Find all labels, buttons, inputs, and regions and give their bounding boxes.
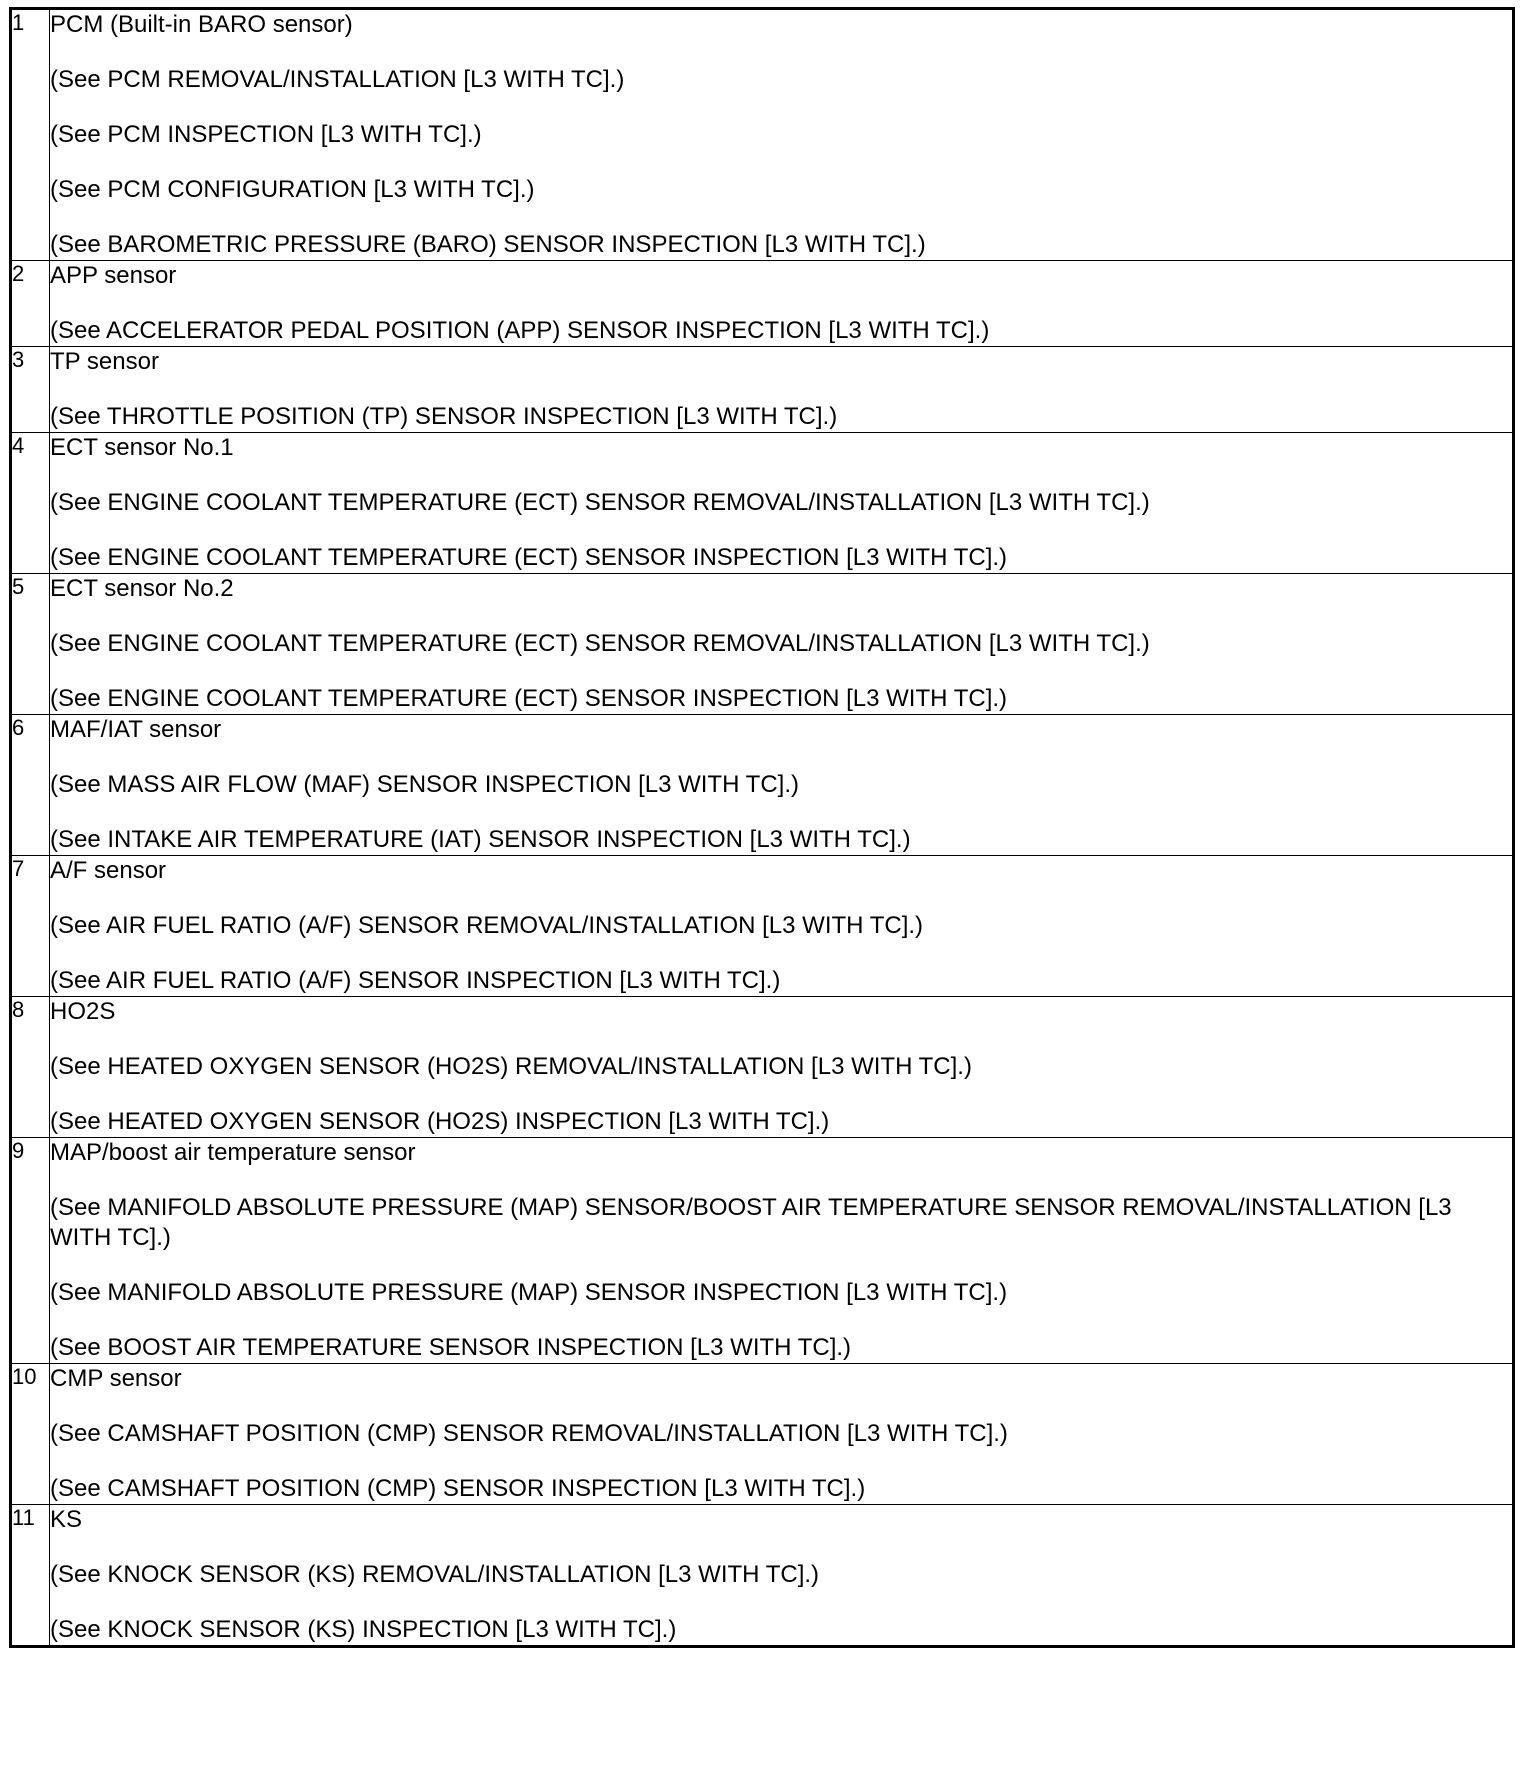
reference-link[interactable]: (See CAMSHAFT POSITION (CMP) SENSOR INSPECTION [L3 WITH TC].) <box>50 1475 866 1502</box>
row-number: 2 <box>11 261 50 347</box>
row-number: 8 <box>11 997 50 1138</box>
table-row <box>11 997 1514 1138</box>
row-number: 6 <box>11 715 50 856</box>
table-row <box>11 1505 1514 1647</box>
reference-link[interactable]: (See INTAKE AIR TEMPERATURE (IAT) SENSOR INSPECTION [L3 WITH TC].) <box>50 826 911 853</box>
table-row <box>11 574 1514 715</box>
reference-link[interactable]: (See MASS AIR FLOW (MAF) SENSOR INSPECTION [L3 WITH TC].) <box>50 771 799 798</box>
component-name: MAF/IAT sensor <box>50 716 222 743</box>
reference-link[interactable]: (See BAROMETRIC PRESSURE (BARO) SENSOR INSPECTION [L3 WITH TC].) <box>50 231 926 258</box>
reference-link[interactable]: (See ENGINE COOLANT TEMPERATURE (ECT) SENSOR INSPECTION [L3 WITH TC].) <box>50 544 1008 571</box>
component-name: MAP/boost air temperature sensor <box>50 1139 416 1166</box>
component-name: ECT sensor No.2 <box>50 575 234 602</box>
table-row <box>11 1138 1514 1364</box>
reference-link[interactable]: (See ENGINE COOLANT TEMPERATURE (ECT) SENSOR REMOVAL/INSTALLATION [L3 WITH TC].) <box>50 489 1150 516</box>
row-content <box>50 261 1514 347</box>
row-number: 4 <box>11 433 50 574</box>
reference-link[interactable]: (See HEATED OXYGEN SENSOR (HO2S) INSPECTION [L3 WITH TC].) <box>50 1108 830 1135</box>
table-row <box>11 261 1514 347</box>
component-reference-table <box>9 7 1515 1648</box>
reference-link[interactable]: (See HEATED OXYGEN SENSOR (HO2S) REMOVAL/INSTALLATION [L3 WITH TC].) <box>50 1053 972 1080</box>
row-content <box>50 1505 1514 1647</box>
row-number: 11 <box>11 1505 50 1647</box>
row-number: 7 <box>11 856 50 997</box>
component-name: KS <box>50 1506 83 1533</box>
reference-link[interactable]: (See ENGINE COOLANT TEMPERATURE (ECT) SENSOR INSPECTION [L3 WITH TC].) <box>50 685 1008 712</box>
reference-link[interactable]: (See PCM INSPECTION [L3 WITH TC].) <box>50 121 482 148</box>
row-content <box>50 9 1514 261</box>
row-number: 10 <box>11 1364 50 1505</box>
reference-link[interactable]: (See AIR FUEL RATIO (A/F) SENSOR REMOVAL/INSTALLATION [L3 WITH TC].) <box>50 912 924 939</box>
row-number: 9 <box>11 1138 50 1364</box>
row-content <box>50 997 1514 1138</box>
reference-link[interactable]: (See MANIFOLD ABSOLUTE PRESSURE (MAP) SENSOR INSPECTION [L3 WITH TC].) <box>50 1279 1008 1306</box>
row-number: 1 <box>11 9 50 261</box>
reference-link[interactable]: (See BOOST AIR TEMPERATURE SENSOR INSPECTION [L3 WITH TC].) <box>50 1334 852 1361</box>
reference-link[interactable]: (See CAMSHAFT POSITION (CMP) SENSOR REMOVAL/INSTALLATION [L3 WITH TC].) <box>50 1420 1008 1447</box>
table-row <box>11 347 1514 433</box>
row-content <box>50 715 1514 856</box>
reference-link[interactable]: (See AIR FUEL RATIO (A/F) SENSOR INSPECTION [L3 WITH TC].) <box>50 967 781 994</box>
row-content <box>50 1364 1514 1505</box>
component-name: APP sensor <box>50 262 177 289</box>
component-name: PCM (Built-in BARO sensor) <box>50 11 353 38</box>
row-content <box>50 433 1514 574</box>
reference-link[interactable]: (See KNOCK SENSOR (KS) REMOVAL/INSTALLATION [L3 WITH TC].) <box>50 1561 820 1588</box>
reference-link[interactable]: (See PCM CONFIGURATION [L3 WITH TC].) <box>50 176 535 203</box>
reference-link[interactable]: (See MANIFOLD ABSOLUTE PRESSURE (MAP) SENSOR/BOOST AIR TEMPERATURE SENSOR REMOVAL/INSTALLATION [L3 WITH TC].) <box>50 1194 1452 1251</box>
row-number: 3 <box>11 347 50 433</box>
table-row <box>11 9 1514 261</box>
table-row <box>11 433 1514 574</box>
row-content <box>50 347 1514 433</box>
row-content <box>50 574 1514 715</box>
component-name: A/F sensor <box>50 857 167 884</box>
reference-link[interactable]: (See THROTTLE POSITION (TP) SENSOR INSPECTION [L3 WITH TC].) <box>50 403 838 430</box>
component-name: CMP sensor <box>50 1365 182 1392</box>
component-name: TP sensor <box>50 348 159 375</box>
table-row <box>11 715 1514 856</box>
table-row <box>11 1364 1514 1505</box>
reference-link[interactable]: (See ACCELERATOR PEDAL POSITION (APP) SENSOR INSPECTION [L3 WITH TC].) <box>50 317 990 344</box>
component-name: HO2S <box>50 998 116 1025</box>
reference-link[interactable]: (See ENGINE COOLANT TEMPERATURE (ECT) SENSOR REMOVAL/INSTALLATION [L3 WITH TC].) <box>50 630 1150 657</box>
table-row <box>11 856 1514 997</box>
row-content <box>50 856 1514 997</box>
component-name: ECT sensor No.1 <box>50 434 234 461</box>
reference-link[interactable]: (See KNOCK SENSOR (KS) INSPECTION [L3 WITH TC].) <box>50 1616 677 1643</box>
reference-link[interactable]: (See PCM REMOVAL/INSTALLATION [L3 WITH TC].) <box>50 66 625 93</box>
row-content <box>50 1138 1514 1364</box>
table-body <box>11 9 1514 1647</box>
row-number: 5 <box>11 574 50 715</box>
